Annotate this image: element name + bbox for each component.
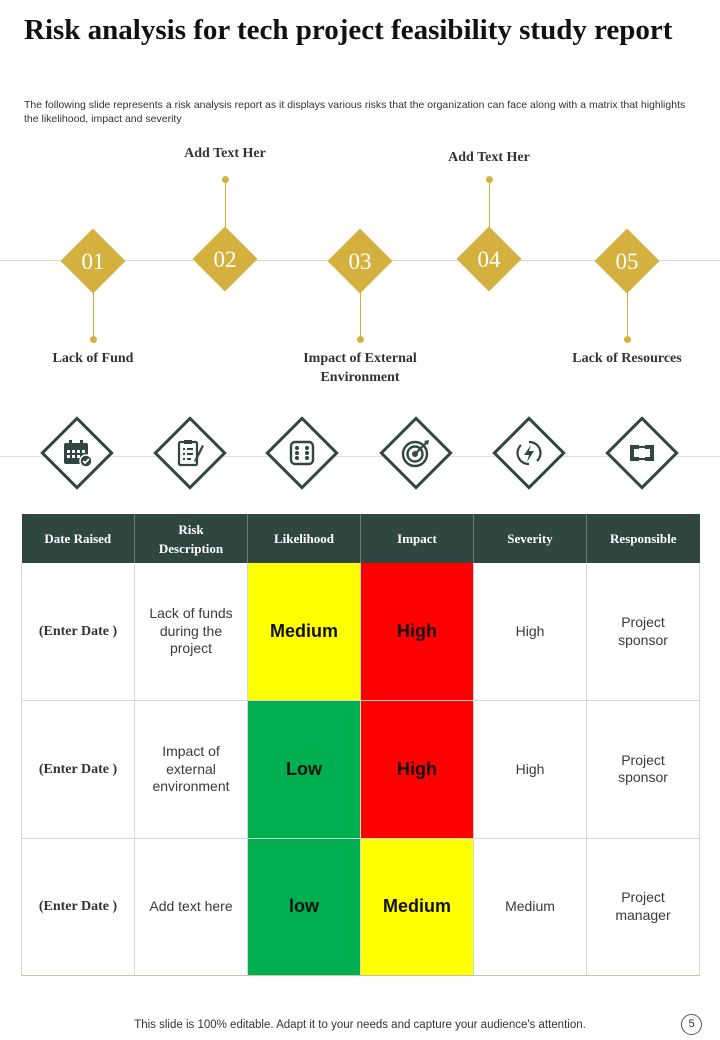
- column-header: Date Raised: [22, 514, 135, 563]
- step-number: 02: [213, 247, 237, 272]
- date-cell: (Enter Date ): [22, 701, 135, 839]
- step-dot: [624, 336, 631, 343]
- description-cell: Lack of funds during the project: [135, 563, 248, 701]
- table-header-row: [22, 514, 700, 563]
- risk-table: [21, 514, 700, 976]
- description-cell: Impact of external environment: [135, 701, 248, 839]
- checklist-icon: [174, 437, 206, 469]
- responsible-cell: Project manager: [587, 838, 700, 976]
- description-cell: Add text here: [135, 838, 248, 976]
- step-label: Lack of Fund: [52, 351, 134, 366]
- severity-cell: High: [474, 701, 587, 839]
- step-number: 05: [615, 249, 639, 274]
- dice-icon: [286, 437, 318, 469]
- date-cell: (Enter Date ): [22, 838, 135, 976]
- step-number: 04: [477, 247, 501, 272]
- step-dot: [486, 176, 493, 183]
- severity-cell: High: [474, 563, 587, 701]
- impact-cell: High: [361, 563, 474, 701]
- lightning-icon: [513, 437, 545, 469]
- table-row: [22, 701, 700, 839]
- step-dot: [357, 336, 364, 343]
- step-dot: [222, 176, 229, 183]
- responsible-cell: Project sponsor: [587, 563, 700, 701]
- column-header: Impact: [361, 514, 474, 563]
- likelihood-cell: Low: [248, 701, 361, 839]
- footer-note: This slide is 100% editable. Adapt it to your needs and capture your audience's attention.: [134, 1019, 586, 1031]
- responsible-cell: Project sponsor: [587, 701, 700, 839]
- likelihood-cell: Medium: [248, 563, 361, 701]
- column-header: Severity: [474, 514, 587, 563]
- step-label: Impact of External Environment: [303, 351, 417, 385]
- table-row: [22, 563, 700, 701]
- severity-cell: Medium: [474, 838, 587, 976]
- calendar-icon: [61, 437, 93, 469]
- step-label: Lack of Resources: [572, 351, 682, 366]
- column-header: Likelihood: [248, 514, 361, 563]
- table-row: [22, 838, 700, 976]
- step-label: Add Text Her: [448, 150, 530, 165]
- step-label: Add Text Her: [184, 146, 266, 161]
- teamwork-hands-icon: [626, 437, 658, 469]
- column-header: Risk Description: [135, 514, 248, 563]
- target-icon: [400, 437, 432, 469]
- date-cell: (Enter Date ): [22, 563, 135, 701]
- step-number: 01: [81, 249, 105, 274]
- step-number: 03: [348, 249, 372, 274]
- impact-cell: High: [361, 701, 474, 839]
- page-title: Risk analysis for tech project feasibility study report: [24, 14, 673, 46]
- step-dot: [90, 336, 97, 343]
- likelihood-cell: low: [248, 838, 361, 976]
- page-number: 5: [681, 1014, 702, 1035]
- page-subtitle: The following slide represents a risk analysis report as it displays various risks that the organization can face along with a matrix that highlights the likelihood, impact and severity: [24, 99, 686, 125]
- impact-cell: Medium: [361, 838, 474, 976]
- column-header: Responsible: [587, 514, 700, 563]
